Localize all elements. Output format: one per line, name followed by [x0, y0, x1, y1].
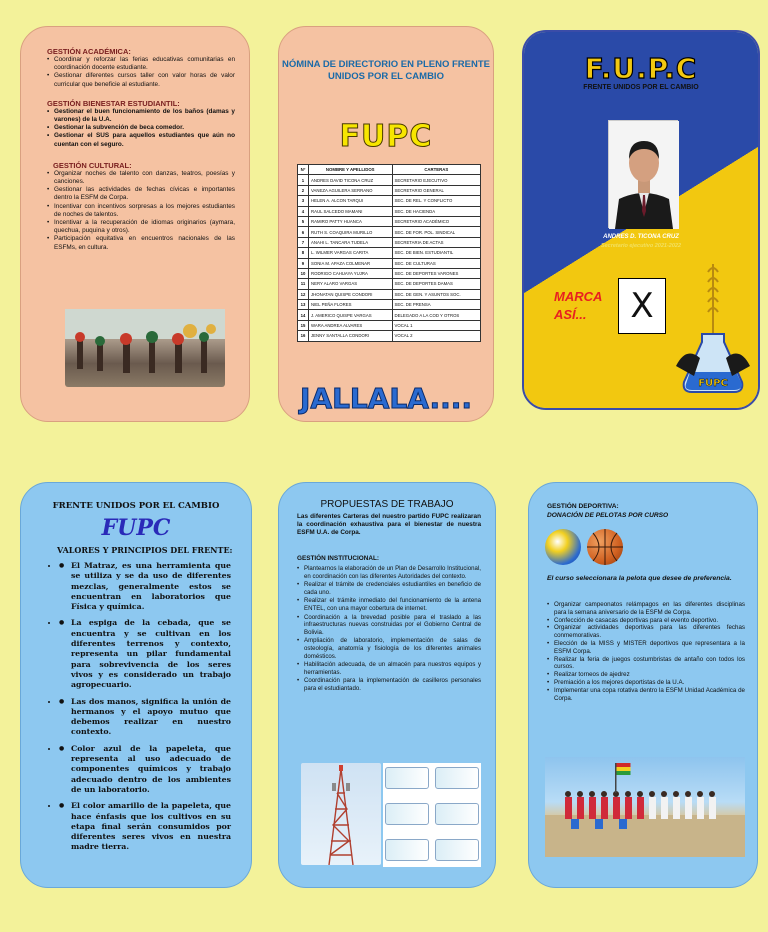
table-row	[298, 237, 481, 247]
table-row	[298, 268, 481, 278]
list-item: • Premiación a los mejores deportistas de la U.A.	[547, 679, 745, 687]
list-item: • Participación equitativa en encuentros nacionales de las ESFMs, en cultura.	[47, 235, 235, 251]
row-number: 9	[298, 258, 309, 268]
cartera: SEC. DE GEN. Y ASUNTOS SOC.	[392, 289, 481, 299]
cartera: SECRETARIO GENERAL	[392, 185, 481, 195]
list-item: • Gestionar la subvención de beca comedor.	[47, 124, 235, 132]
list-item: • Incentivar con incentivos sorpresas a los mejores estudiantes de noches de talentos.	[47, 203, 235, 219]
member-name: ANDRES DAVID TICONA CRUZ	[309, 175, 393, 185]
cover-subtitle: FRENTE UNIDOS POR EL CAMBIO	[583, 84, 699, 91]
list-item: ● • La espiga de la cebada, que se encuentra y se cultivan en los diferentes terrenos y contexto, representa un pilar fundamental para sobrevivencia de los seres vivos y es considerado un trabajo agropecuario.	[59, 618, 231, 690]
member-name: RAMIRO PATTY HUANCA	[309, 216, 393, 226]
list-item: • Realizar el trámite de credenciales estudiantiles en beneficio de cada uno.	[297, 581, 481, 596]
table-row	[298, 279, 481, 289]
member-name: JHONATAN QUISPE CONDORI	[309, 289, 393, 299]
candidate-name: ANDRES D. TICONA CRUZ	[603, 234, 679, 240]
row-number: 16	[298, 331, 309, 341]
table-row	[298, 310, 481, 320]
fupc-logo-text: FUPC	[101, 515, 171, 541]
row-number: 13	[298, 300, 309, 310]
member-name: HELEN A. ALCON TARQUI	[309, 196, 393, 206]
member-name: NERY ALARO VARGAS	[309, 279, 393, 289]
member-name: J. AMERICO QUISPE VARGAS	[309, 310, 393, 320]
member-name: SONIA M. APAZA COLMENAR	[309, 258, 393, 268]
cartera: SEC. DE PRENSA	[392, 300, 481, 310]
antenna-tower-icon	[301, 763, 381, 865]
column-header: CARTERAS	[392, 165, 481, 175]
table-header-row	[298, 165, 481, 175]
list-item: • Realizar la feria de juegos costumbristas de antaño con todos los cursos.	[547, 656, 745, 672]
list-item: • Realizar el trámite inmediato del funcionamiento de la antena ENTEL, con una mayor cobertura de internet.	[297, 597, 481, 612]
table-row	[298, 196, 481, 206]
table-row	[298, 258, 481, 268]
cartera: SEC. DE FOR. POL. SINDICAL	[392, 227, 481, 237]
bullet-list	[47, 170, 235, 252]
row-number: 4	[298, 206, 309, 216]
panel-deportiva	[528, 482, 758, 888]
gestion-institucional-heading: GESTIÓN INSTITUCIONAL:	[297, 555, 380, 562]
donation-heading: DONACIÓN DE PELOTAS POR CURSO	[547, 512, 669, 519]
list-item: • Gestionar el SUS para aquellos estudiantes que aún no cuentan con el seguro.	[47, 132, 235, 148]
list-item: • Realizar torneos de ajedrez	[547, 671, 745, 679]
deportes-list	[547, 601, 745, 702]
credential-photos	[383, 763, 481, 867]
basketball-icon	[587, 529, 623, 565]
marca-text	[554, 288, 602, 324]
row-number: 12	[298, 289, 309, 299]
marca-line: MARCA	[554, 289, 603, 304]
table-row	[298, 320, 481, 330]
member-name: RODRIGO CAHUAYA YUJRA	[309, 268, 393, 278]
list-item: • Incentivar a la recuperación de idiomas originarios (aymara, quechua, puquina y otros).	[47, 219, 235, 235]
cartera: SECRETARIO EJECUTIVO	[392, 175, 481, 185]
list-item: • Gestionar el buen funcionamiento de los baños (damas y varones) de la U.A.	[47, 108, 235, 124]
id-card	[435, 767, 479, 789]
cartera: SEC. DE HACIENDA	[392, 206, 481, 216]
section-heading: GESTIÓN CULTURAL:	[53, 160, 132, 170]
table-row	[298, 206, 481, 216]
panel1-content	[47, 41, 235, 252]
id-card	[435, 839, 479, 861]
row-number: 5	[298, 216, 309, 226]
member-name: RUTH S. COAQUIRA MURILLO	[309, 227, 393, 237]
selection-note: El curso seleccionara la pelota que desee de preferencia.	[547, 575, 732, 582]
id-card	[385, 803, 429, 825]
list-item: • Plantearnos la elaboración de un Plan de Desarrollo Institucional, en coordinación con las diferentes Autoridades del contexto.	[297, 565, 481, 580]
cartera: SEC. DE BIEN. ESTUDIANTIL	[392, 248, 481, 258]
list-item: • Habilitación adecuada, de un almacén para nuestros equipos y herramientas.	[297, 661, 481, 676]
panel-cover	[522, 30, 760, 410]
candidate-portrait	[608, 120, 678, 228]
football-team-illustration	[545, 757, 745, 857]
row-number: 14	[298, 310, 309, 320]
table-row	[298, 227, 481, 237]
row-number: 8	[298, 248, 309, 258]
basketball-lines	[587, 529, 623, 565]
bullet-list	[47, 108, 235, 149]
id-card	[385, 839, 429, 861]
list-item: • Coordinación a la brevedad posible para el traslado a las infraestructuras nuevas construidas por el Gobierno Central de Bolivia.	[297, 614, 481, 637]
cartera: VOCAL 2	[392, 331, 481, 341]
propuestas-heading: PROPUESTAS DE TRABAJO	[320, 499, 454, 510]
member-name: JENNY SANTALLA CONDORI	[309, 331, 393, 341]
table-row	[298, 216, 481, 226]
list-item: • Elección de la MISS y MISTER deportivos que representara a la ESFM Corpa.	[547, 640, 745, 656]
table-row	[298, 331, 481, 341]
panel-propuestas	[278, 482, 496, 888]
id-card	[435, 803, 479, 825]
cartera: SECRETARIA DE ACTAS	[392, 237, 481, 247]
table-row	[298, 300, 481, 310]
row-number: 6	[298, 227, 309, 237]
list-item: • Gestionar diferentes cursos taller con valor horas de valor curricular que beneficie al estudiante.	[47, 72, 235, 88]
list-item: • Ampliación de laboratorio, implementación de salas de osteología, anatomía y fisiología de los diferentes animales domésticos.	[297, 637, 481, 660]
list-item: • Organizar campeonatos relámpagos en las diferentes disciplinas para la semana aniversario de la ESFM de Corpa.	[547, 601, 745, 617]
gestion-deportiva-heading: GESTIÓN DEPORTIVA:	[547, 503, 619, 510]
list-item: • Organizar noches de talento con danzas, teatros, poesías y canciones.	[47, 170, 235, 186]
list-item: • Coordinar y reforzar las ferias educativas comunitarias en coordinación docente estudiante.	[47, 56, 235, 72]
panel-nomina	[278, 26, 494, 422]
id-card	[385, 767, 429, 789]
antenna-photo	[301, 763, 381, 865]
bullet-list	[47, 56, 235, 89]
list-item: • Gestionar las actividades de fechas cívicas e importantes dentro la ESFM de Corpa.	[47, 186, 235, 202]
table-body	[298, 175, 481, 341]
row-number: 7	[298, 237, 309, 247]
cartera: SEC. DE CULTURAS	[392, 258, 481, 268]
list-item: ● • Color azul de la papeleta, que representa al uso adecuado de componentes químicos y trabajo adecuado dentro de los ambientes de un laboratorio.	[59, 744, 231, 795]
row-number: 2	[298, 185, 309, 195]
cartera: DELEGADO A LA COD Y OTROS	[392, 310, 481, 320]
column-header: Nº	[298, 165, 309, 175]
emblem-label: FUPC	[698, 378, 728, 389]
table-row	[298, 175, 481, 185]
frente-heading: FRENTE UNIDOS POR EL CAMBIO	[52, 501, 220, 511]
list-item: • Organizar actividades deportivas para las diferentes fechas conmemorativas.	[547, 624, 745, 640]
cover-title: F.U.P.C	[584, 52, 698, 85]
row-number: 3	[298, 196, 309, 206]
cartera: SECRETARIO ACADÉMICO	[392, 216, 481, 226]
member-name: NIEL PEÑA FLORES	[309, 300, 393, 310]
table-row	[298, 248, 481, 258]
list-item: ● • Las dos manos, significa la unión de hermanos y el apoyo mutuo que debemos realizar en nuestro contexto.	[59, 697, 231, 738]
dancers-illustration	[65, 309, 225, 387]
section-heading: GESTIÓN BIENESTAR ESTUDIANTIL:	[47, 98, 180, 108]
panel-valores	[20, 482, 252, 888]
cartera: SEC. DE DEPORTES DAMAS	[392, 279, 481, 289]
person-icon	[609, 121, 679, 229]
cartera: SEC. DE DEPORTES VARONES	[392, 268, 481, 278]
member-name: RAUL SALCEDO MAMANI	[309, 206, 393, 216]
row-number: 15	[298, 320, 309, 330]
table-row	[298, 185, 481, 195]
list-item: • Implementar una copa rotativa dentro la ESFM Unidad Académica de Corpa.	[547, 687, 745, 703]
fupc-logo-text: FUPC	[339, 119, 433, 154]
row-number: 10	[298, 268, 309, 278]
table-row	[298, 289, 481, 299]
team-photo	[545, 757, 745, 857]
values-heading: VALORES Y PRINCIPIOS DEL FRENTE:	[57, 545, 233, 555]
cartera: VOCAL 1	[392, 320, 481, 330]
values-list	[59, 561, 231, 859]
row-number: 1	[298, 175, 309, 185]
member-name: L. WILMER VARGAS CARITA	[309, 248, 393, 258]
marca-line: ASÍ...	[554, 307, 587, 322]
member-name: WARA ANDREA ALVARES	[309, 320, 393, 330]
propuestas-intro: Las diferentes Carteras del nuestro partido FUPC realizaran la coordinación exhaustiva para el bienestar de nuestra ESFM U.A. de Corpa.	[297, 513, 481, 536]
flask-wheat-icon	[672, 254, 754, 404]
ballot-box: X	[618, 278, 666, 334]
column-header: NOMBRE Y APELLIDOS	[309, 165, 393, 175]
cartera: SEC. DE REL. Y CONFLICTO	[392, 196, 481, 206]
dance-photo	[65, 309, 225, 387]
propuestas-list	[297, 565, 481, 694]
fupc-emblem	[672, 254, 754, 404]
list-item: ● • El Matraz, es una herramienta que se utiliza y se da uso de diferentes mezclas, generalmente estos se encuentran en laboratorios que Física y química.	[59, 561, 231, 612]
list-item: • Confección de casacas deportivas para el evento deportivo.	[547, 617, 745, 625]
member-name: VANEZA AGUILERA SERRANO	[309, 185, 393, 195]
section-heading: GESTIÓN ACADÉMICA:	[47, 47, 131, 56]
list-item: ● • El color amarillo de la papeleta, que hace énfasis que los cultivos en su etapa final serán consumidos por diferentes seres vivos en nuestra madre tierra.	[59, 801, 231, 852]
nomina-title: NÓMINA DE DIRECTORIO EN PLENO FRENTE UNIDOS POR EL CAMBIO	[282, 59, 490, 82]
candidate-role: Secretario ejecutivo 2021-2022	[600, 243, 682, 249]
member-name: ANAHI L. TANCARA TUDELA	[309, 237, 393, 247]
list-item: • Coordinación para la implementación de casilleros personales para el estudiantado.	[297, 677, 481, 692]
panel-gestion-academica	[20, 26, 250, 422]
closing-slogan: JALLALA....	[299, 382, 473, 415]
directorio-table	[297, 164, 481, 342]
volleyball-icon	[545, 529, 581, 565]
row-number: 11	[298, 279, 309, 289]
